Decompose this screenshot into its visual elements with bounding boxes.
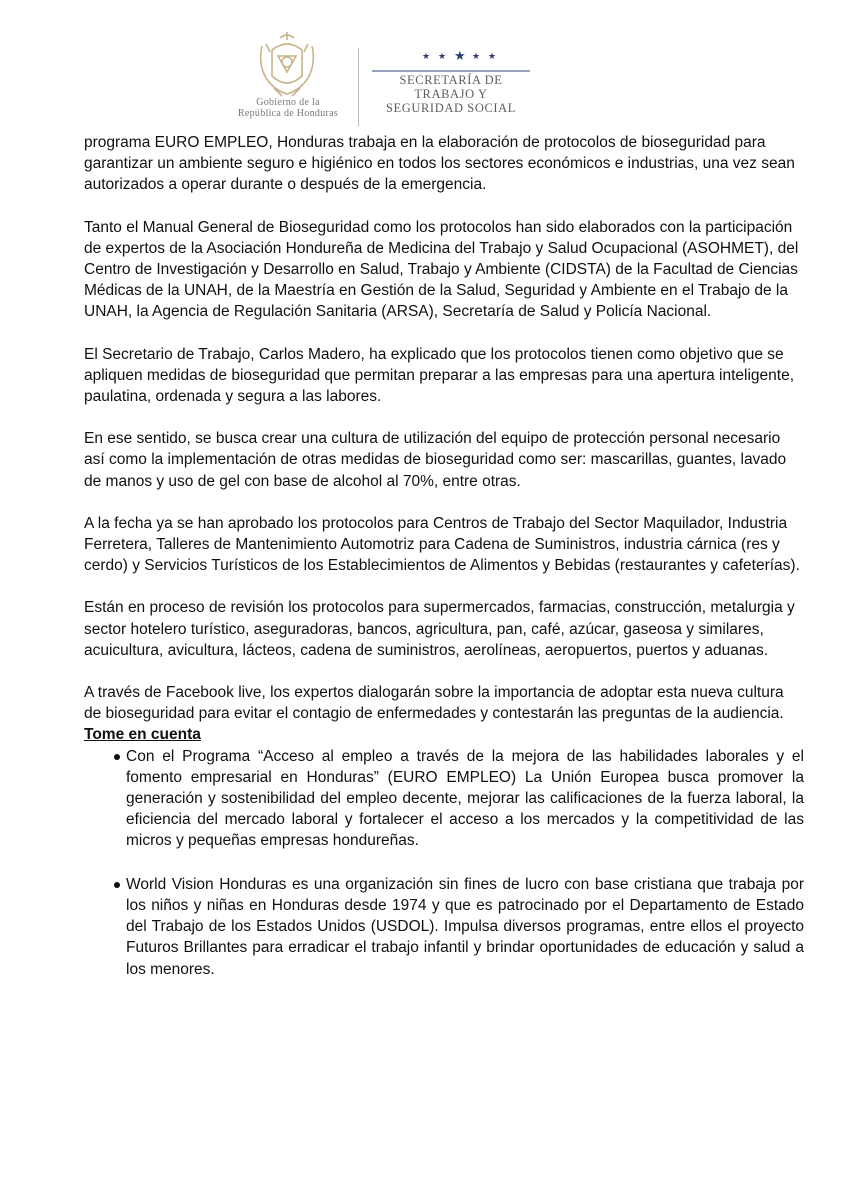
government-name — [224, 97, 352, 119]
bullet-icon — [114, 754, 120, 760]
coat-of-arms-icon — [252, 28, 322, 100]
list-item — [84, 746, 804, 852]
list-item-text: Con el Programa “Acceso al empleo a través de la mejora de las habilidades laborales y el fomento empresarial en Honduras” (EURO EMPLEO) La Unión Europea busca promover la generación y sostenibilidad del empleo decente, mejorar las calificaciones de la fuerza laboral, la eficiencia del mercado laboral y fortalecer el acceso a los mercados y la competitividad de las micros y pequeñas empresas hondureñas. — [126, 747, 804, 850]
paragraph-euro-empleo: programa EURO EMPLEO, Honduras trabaja en la elaboración de protocolos de bioseguridad para garantizar un ambiente seguro e higiénico en todos los sectores económicos e industrias, una vez sean autorizados a operar durante o después de la emergencia. — [84, 134, 795, 194]
ministry-line-1: SECRETARÍA DE TRABAJO Y — [399, 73, 503, 101]
ministry-name — [372, 73, 530, 115]
paragraph-manual-bioseguridad: Tanto el Manual General de Bioseguridad como los protocolos han sido elaborados con la participación de expertos de la Asociación Hondureña de Medicina del Trabajo y Salud Ocupacional (ASOHMET), del Centro de Investigación y Desarrollo en Salud, Trabajo y Ambiente (CIDSTA) de la Facultad de Ciencias Médicas de la UNAH, de la Maestría en Gestión de la Salud, Seguridad y Ambiente en el Trabajo de la UNAH, la Agencia de Regulación Sanitaria (ARSA), Secretaría de Salud y Policía Nacional. — [84, 218, 799, 321]
letterhead — [0, 0, 849, 135]
list-item-text: World Vision Honduras es una organización sin fines de lucro con base cristiana que trabaja por los niños y niñas en Honduras desde 1974 y que es patrocinado por el Departamento de Estado del Trabajo de los Estados Unidos (USDOL). Impulsa diversos programas, entre ellos el proyecto Futuros Brillantes para erradicar el trabajo infantil y brindar oportunidades de educación y salud a los menores. — [126, 875, 804, 978]
stars-icon: ★ ★ ★ ★ ★ — [422, 48, 497, 63]
bullet-icon — [114, 882, 120, 888]
ministry-rule — [372, 70, 530, 72]
paragraph-cultura: En ese sentido, se busca crear una cultura de utilización del equipo de protección personal necesario así como la implementación de otras medidas de bioseguridad como ser: mascarillas, guantes, lavado de manos y uso de gel con base de alcohol al 70%, entre otras. — [84, 430, 787, 490]
paragraph-secretario: El Secretario de Trabajo, Carlos Madero, ha explicado que los protocolos tienen como objetivo que se apliquen medidas de bioseguridad que permitan preparar a las empresas para una apertura inteligente, paulatina, ordenada y segura a las labores. — [84, 345, 795, 406]
notes-list — [84, 746, 804, 980]
list-item — [84, 874, 804, 980]
government-line-1: Gobierno de la — [256, 97, 320, 108]
press-release-body — [84, 132, 804, 1002]
paragraph-aprobados: A la fecha ya se han aprobado los protocolos para Centros de Trabajo del Sector Maquilador, Industria Ferretera, Talleres de Mantenimiento Automotriz para Cadena de Suministros, industria cárnica (res y cerdo) y Servicios Turísticos de los Establecimientos de Alimentos y Bebidas (restaurantes y cafeterías). — [84, 514, 800, 575]
government-line-2: República de Honduras — [237, 108, 339, 119]
paragraph-facebook-live: A través de Facebook live, los expertos dialogarán sobre la importancia de adoptar esta nueva cultura de bioseguridad para evitar el contagio de enfermedades y contestarán las preguntas de la audiencia. — [84, 684, 784, 723]
paragraph-revision: Están en proceso de revisión los protocolos para supermercados, farmacias, construcción, metalurgia y sector hotelero turístico, aseguradoras, bancos, agricultura, pan, café, azúcar, gaseosa y similares, acuicultura, avicultura, lácteos, cadena de suministros, aerolíneas, aeropuertos, puertos y aduanas. — [84, 599, 795, 659]
header-divider — [358, 48, 359, 126]
section-title: Tome en cuenta — [84, 726, 201, 744]
ministry-line-2: SEGURIDAD SOCIAL — [385, 101, 517, 115]
